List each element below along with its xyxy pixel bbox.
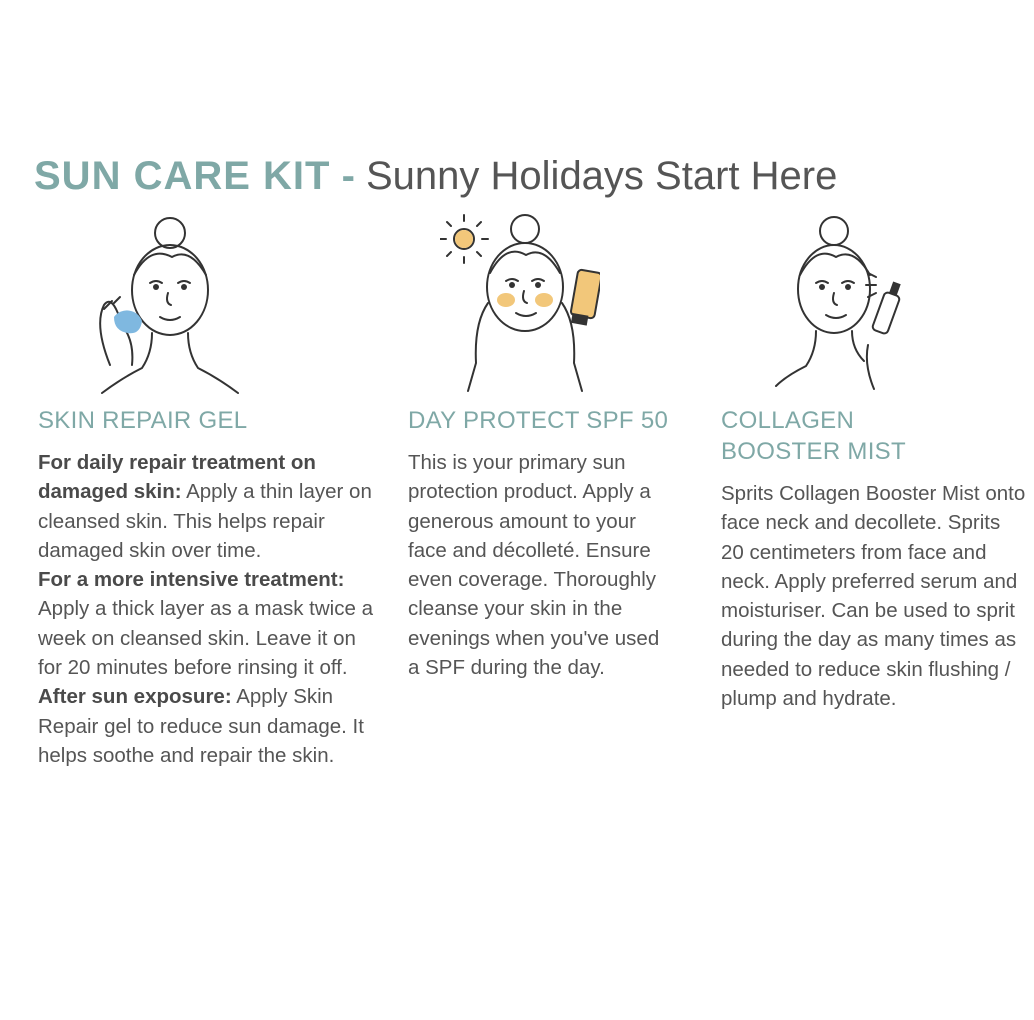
- brand-title: SUN CARE KIT: [34, 154, 331, 198]
- usage-lead: For daily repair treatment on damaged skin:: [38, 451, 316, 504]
- product-collagen-booster-mist: [721, 405, 1026, 713]
- woman-applying-sunscreen-icon: [440, 205, 600, 395]
- product-day-protect-spf50: [408, 405, 673, 682]
- woman-applying-gel-icon: [90, 205, 250, 395]
- usage-text: Apply a thin layer on cleansed skin. This helps repair damaged skin over time.: [38, 480, 372, 562]
- usage-text: Apply a thick layer as a mask twice a week on cleansed skin. Leave it on for 20 minutes before rinsing it off.: [38, 597, 373, 680]
- product-title: SKIN REPAIR GEL: [38, 407, 248, 434]
- product-description: Sprits Collagen Booster Mist onto face neck and decollete. Sprits 20 centimeters from face and neck. Apply preferred serum and moisturiser. Can be used to sprit during the day as many times as needed to reduce skin flushing / plump and hydrate.: [721, 482, 1026, 711]
- tagline: Sunny Holidays Start Here: [366, 154, 838, 198]
- product-description: [38, 448, 383, 770]
- product-title: DAY PROTECT SPF 50: [408, 407, 669, 434]
- usage-lead: After sun exposure:: [38, 685, 232, 709]
- product-description: This is your primary sun protection product. Apply a generous amount to your face and décolleté. Ensure even coverage. Thoroughly cleanse your skin in the evenings when you've used a SPF during the day.: [408, 451, 660, 680]
- woman-spraying-mist-icon: [772, 205, 932, 395]
- product-skin-repair-gel: [38, 405, 383, 770]
- usage-lead: For a more intensive treatment:: [38, 568, 345, 592]
- usage-text: Apply Skin Repair gel to reduce sun damage. It helps soothe and repair the skin.: [38, 685, 364, 767]
- title-separator: -: [330, 154, 366, 198]
- page-title: [34, 150, 837, 202]
- product-title: COLLAGEN BOOSTER MIST: [721, 407, 906, 465]
